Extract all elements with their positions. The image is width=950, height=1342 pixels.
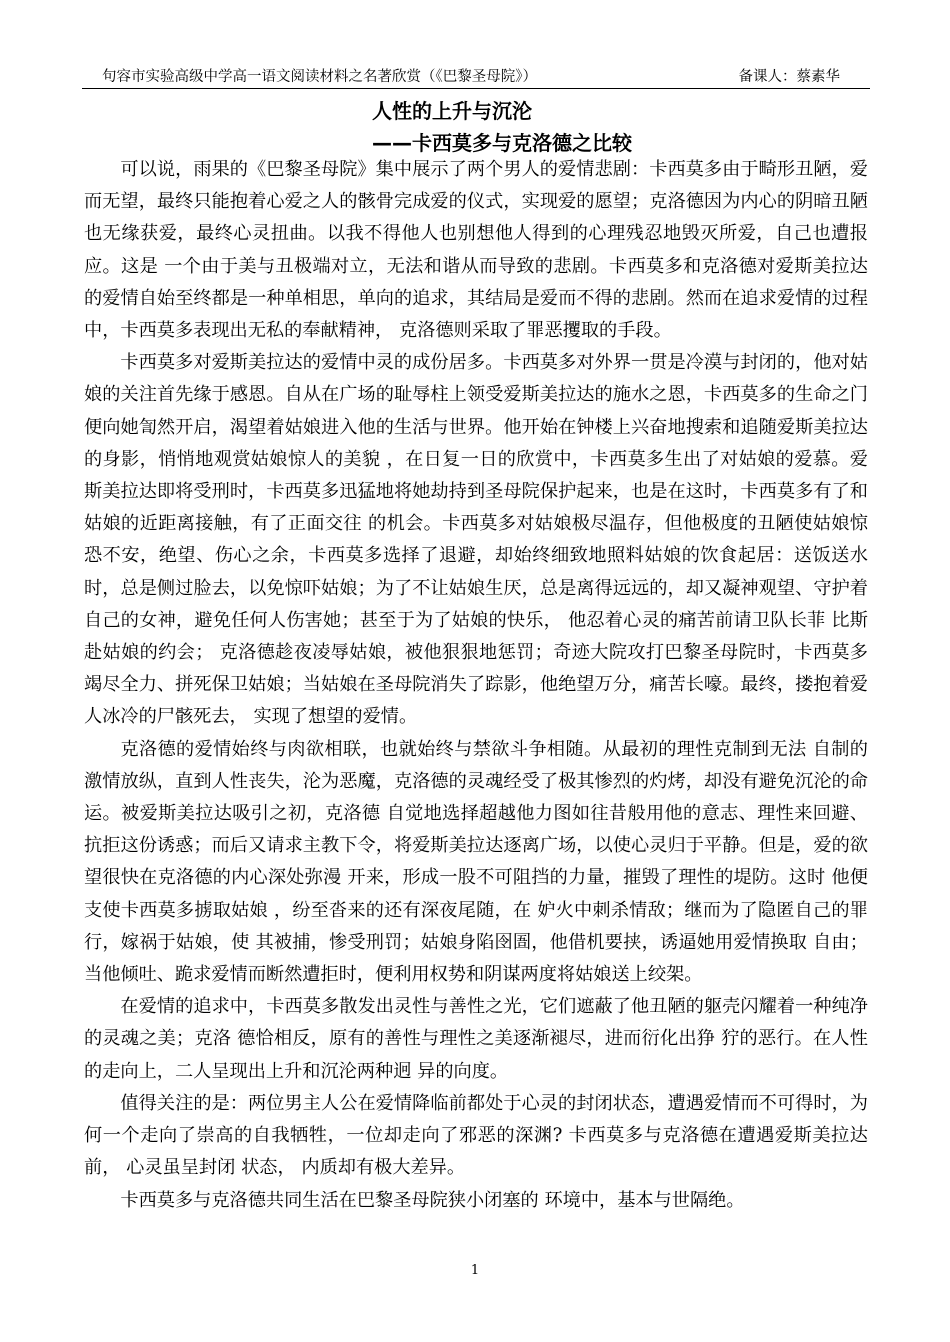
- header-author: 备课人：蔡素华: [738, 69, 840, 85]
- header-course-title: 句容市实验高级中学高一语文阅读材料之名著欣赏（《巴黎圣母院》）: [102, 69, 537, 85]
- page-header: [82, 66, 870, 89]
- paragraph-6: 卡西莫多与克洛德共同生活在巴黎圣母院狭小闭塞的 环境中，基本与世隔绝。: [120, 1189, 745, 1211]
- paragraph-5: 值得关注的是：两位男主人公在爱情降临前都处于心灵的封闭状态，遭遇爱情而不可得时，为何一个走向了崇高的自我牺牲，一位却走向了邪恶的深渊? 卡西莫多与克洛德在遭遇爱斯美拉达前， 心灵虽呈封闭 状态， 内质却有极大差异。: [84, 1092, 868, 1179]
- page-footer: [0, 1262, 950, 1280]
- paragraph-1: 可以说，雨果的《巴黎圣母院》集中展示了两个男人的爱情悲剧：卡西莫多由于畸形丑陋，爱而无望，最终只能抱着心爱之人的骸骨完成爱的仪式，实现爱的愿望；克洛德因为内心的阴暗丑陋也无缘获爱，最终心灵扭曲。以我不得他人也别想他人得到的心理残忍地毁灭所爱，自己也遭报应。这是 一个由于美与丑极端对立，无法和谐从而导致的悲剧。卡西莫多和克洛德对爱斯美拉达的爱情自始至终都是一种单相思，单向的追求，其结局是爱而不得的悲剧。然而在追求爱情的过程中，卡西莫多表现出无私的奉献精神， 克洛德则采取了罪恶攫取的手段。: [84, 159, 868, 342]
- article-subtitle: ——卡西莫多与克洛德之比较: [372, 131, 632, 155]
- paragraph-3: 克洛德的爱情始终与肉欲相联，也就始终与禁欲斗争相随。从最初的理性克制到无法 自制的激情放纵，直到人性丧失，沦为恶魔，克洛德的灵魂经受了极其惨烈的灼烤，却没有避免沉沦的命运。被爱斯美拉达吸引之初，克洛德 自觉地选择超越他力图如往昔般用他的意志、理性来回避、抗拒这份诱惑；而后又请求主教下令，将爱斯美拉达逐离广场，以使心灵归于平静。但是，爱的欲望很快在克洛德的内心深处弥漫 开来，形成一股不可阻挡的力量，摧毁了理性的堤防。这时 他便支使卡西莫多掳取姑娘 ，纷至沓来的还有深夜尾随，在 妒火中刺杀情敌；继而为了隐匿自己的罪行，嫁祸于姑娘，使 其被捕，惨受刑罚；姑娘身陷囹圄，他借机要挟，诱逼她用爱情换取 自由；当他倾吐、跪求爱情而断然遭拒时，便利用权势和阴谋两度将姑娘送上绞架。: [84, 738, 868, 986]
- article-body: [84, 154, 868, 1217]
- article-title: 人性的上升与沉沦: [372, 99, 532, 123]
- page-number: 1: [470, 1263, 480, 1278]
- paragraph-2: 卡西莫多对爱斯美拉达的爱情中灵的成份居多。卡西莫多对外界一贯是冷漠与封闭的，他对姑娘的关注首先缘于感恩。自从在广场的耻辱柱上领受爱斯美拉达的施水之恩，卡西莫多的生命之门便向她訇然开启，渴望着姑娘进入他的生活与世界。他开始在钟楼上兴奋地搜索和追随爱斯美拉达的身影，悄悄地观赏姑娘惊人的美貌 ，在日复一日的欣赏中，卡西莫多生出了对姑娘的爱慕。爱斯美拉达即将受刑时，卡西莫多迅猛地将她劫持到圣母院保护起来，也是在这时，卡西莫多有了和姑娘的近距离接触，有了正面交往 的机会。卡西莫多对姑娘极尽温存，但他极度的丑陋使姑娘惊恐不安，绝望、伤心之余，卡西莫多选择了退避，却始终细致地照料姑娘的饮食起居：送饭送水时，总是侧过脸去，以免惊吓姑娘；为了不让姑娘生厌，总是离得远远的，却又凝神观望、守护着自己的女神，避免任何人伤害她；甚至于为了姑娘的快乐， 他忍着心灵的痛苦前请卫队长菲 比斯赴姑娘的约会； 克洛德趁夜凌辱姑娘，被他狠狠地惩罚；奇迹大院攻打巴黎圣母院时，卡西莫多竭尽全力、拼死保卫姑娘；当姑娘在圣母院消失了踪影，他绝望万分，痛苦长嚎。最终，搂抱着爱人冰冷的尸骸死去， 实现了想望的爱情。: [84, 352, 868, 728]
- paragraph-4: 在爱情的追求中，卡西莫多散发出灵性与善性之光，它们遮蔽了他丑陋的躯壳闪耀着一种纯净的灵魂之美；克洛 德恰相反，原有的善性与理性之美逐渐褪尽，进而衍化出狰 狞的恶行。在人性的走向上，二人呈现出上升和沉沦两种迥 异的向度。: [84, 996, 868, 1082]
